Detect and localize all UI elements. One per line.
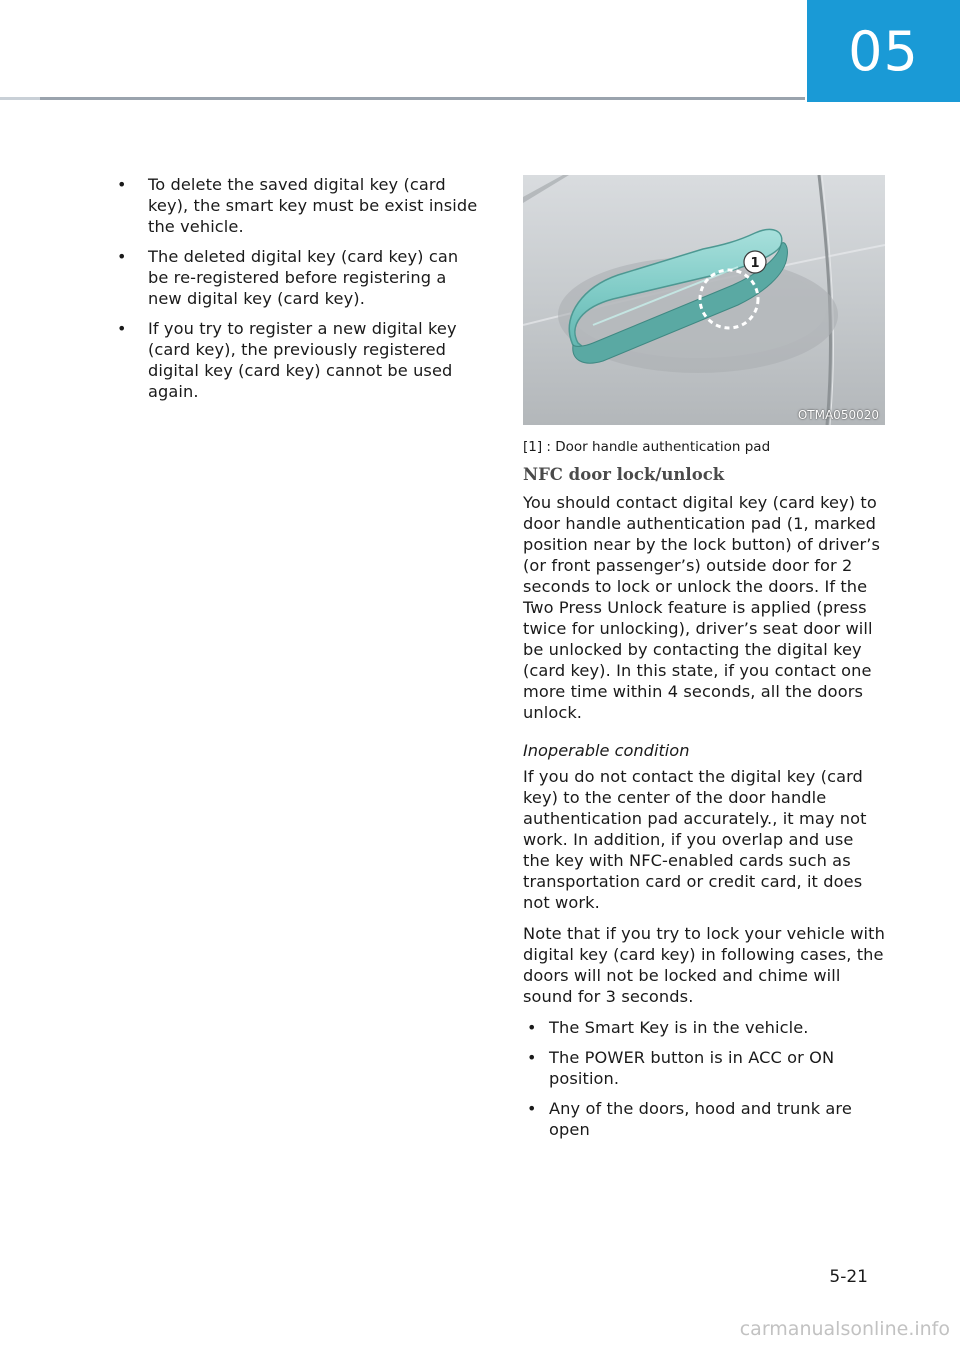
chapter-tab <box>807 0 960 102</box>
subheading: Inoperable condition <box>523 741 690 760</box>
paragraph: You should contact digital key (card key) to door handle authentication pad (1, marked position near by the lock button) of driver’s (or front passenger’s) outside door for 2 seconds to lock or unlock the doors. If the Two Press Unlock feature is applied (press twice for unlocking), driver’s seat door will be unlocked by contacting the digital key (card key). In this state, if you contact one more time within 4 seconds, all the doors unlock. <box>523 493 881 722</box>
list-item: • If you try to register a new digital key (card key), the previously registered digital key (card key) cannot be used again. <box>108 318 480 402</box>
figure-code: OTMA050020 <box>797 408 879 422</box>
header-rule <box>0 97 805 100</box>
door-handle-illustration <box>523 175 885 425</box>
left-column <box>108 174 480 411</box>
watermark: carmanualsonline.info <box>739 1318 950 1340</box>
callout-label: 1 <box>750 256 760 271</box>
list-item: • Any of the doors, hood and trunk are open <box>523 1098 885 1140</box>
left-bullet-list <box>108 174 480 402</box>
figure-caption: [1] : Door handle authentication pad <box>523 439 771 455</box>
paragraph: If you do not contact the digital key (card key) to the center of the door handle authentication pad accurately., it may not work. In addition, if you overlap and use the key with NFC-enabled cards such as transportation card or credit card, it does not work. <box>523 767 867 912</box>
paragraph: Note that if you try to lock your vehicle with digital key (card key) in following cases, the doors will not be locked and chime will sound for 3 seconds. <box>523 924 885 1006</box>
page-number: 5-21 <box>829 1267 868 1287</box>
door-handle-drawing <box>523 175 885 425</box>
list-item: • The deleted digital key (card key) can be re-registered before registering a new digital key (card key). <box>108 246 480 309</box>
section-title: NFC door lock/unlock <box>523 465 725 484</box>
list-item: • To delete the saved digital key (card key), the smart key must be exist inside the vehicle. <box>108 174 480 237</box>
list-item: • The Smart Key is in the vehicle. <box>523 1017 885 1038</box>
header-rule-accent <box>0 97 40 100</box>
right-column <box>523 175 885 1149</box>
chapter-number: 05 <box>848 19 919 83</box>
right-bullet-list <box>523 1017 885 1140</box>
list-item: • The POWER button is in ACC or ON position. <box>523 1047 885 1089</box>
